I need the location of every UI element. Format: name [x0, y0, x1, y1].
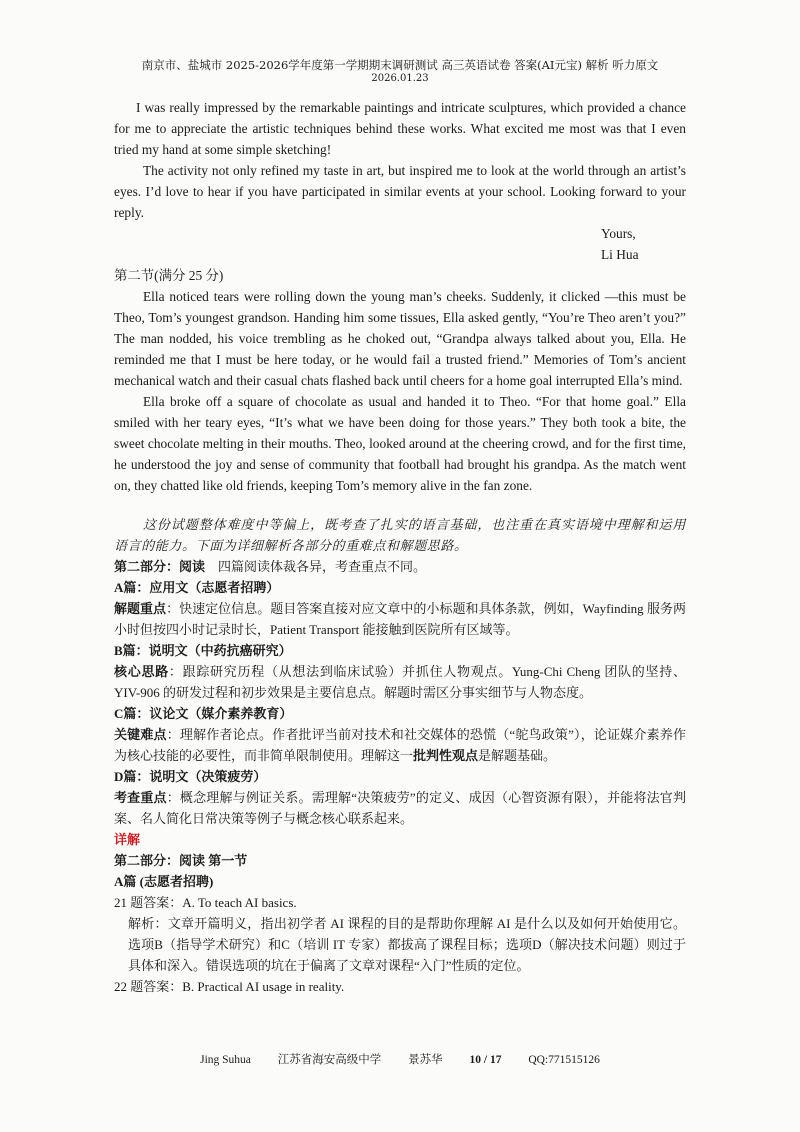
passage-c-bold: 批判性观点 [413, 748, 479, 763]
header-title: 南京市、盐城市 2025-2026学年度第一学期期末调研测试 高三英语试卷 答案(AI元宝) 解析 听力原文 [141, 58, 659, 72]
passage-d-title: D篇：说明文（决策疲劳） [114, 769, 267, 784]
story-paragraph-1: Ella noticed tears were rolling down the young man’s cheeks. Suddenly, it clicked —this must be Theo, Tom’s youngest grandson. Handing him some tissues, Ella asked gently, “You’re Theo aren’t you?” The man nodded, his voice trembling as he choked out, “Grandpa always talked about you, Ella. He reminded me that I must be here today, or he would fail a trusted friend.” Memories of Tom’s ancient mechanical watch and their casual chats flashed back until cheers for a home goal interrupted Ella’s mind. [114, 289, 686, 388]
passage-a-text: ：快速定位信息。题目答案直接对应文章中的小标题和具体条款，例如，Wayfinding 服务两小时但按四小时记录时长，Patient Transport 能接触到医院所有区域等。 [114, 601, 686, 637]
detail-passage-a: A篇 (志愿者招聘) [114, 874, 214, 889]
letter-paragraph-1: I was really impressed by the remarkable paintings and intricate sculptures, which provided a chance for me to appreciate the artistic techniques behind these works. What excited me most was that I even tried my hand at some simple sketching! [114, 100, 686, 157]
reading-part-text: 四篇阅读体裁各异，考查重点不同。 [205, 559, 427, 574]
footer-qq: QQ:771515126 [528, 1054, 600, 1066]
question-21-explanation: 解析：文章开篇明义，指出初学者 AI 课程的目的是帮助你理解 AI 是什么以及如何开始使用它。选项B（指导学术研究）和C（培训 IT 专家）都拔高了课程目标；选项D（解决技术问题）则过于具体和深入。错误选项的坑在于偏离了文章对课程“入门”性质的定位。 [128, 916, 686, 973]
story-paragraph-2: Ella broke off a square of chocolate as usual and handed it to Theo. “For that home goal.” Ella smiled with her teary eyes, “It’s what we have been doing for those years.” They both took a bite, the sweet chocolate melting in their mouths. Theo, looked around at the cheering crowd, and for the first time, he understood the joy and sense of community that football had brought his grandpa. As the match went on, they chatted like old friends, keeping Tom’s memory alive in the fan zone. [114, 394, 686, 493]
passage-b-note [114, 661, 686, 703]
passage-d-text: ：概念理解与例证关系。需理解“决策疲劳”的定义、成因（心智资源有限），并能将法官判案、名人简化日常决策等例子与概念核心联系起来。 [114, 790, 686, 826]
question-21-answer: 21 题答案：A. To teach AI basics. [114, 895, 297, 910]
page-footer [0, 1051, 800, 1067]
footer-name: 景苏华 [408, 1054, 443, 1066]
footer-school: 江苏省海安高级中学 [277, 1054, 382, 1066]
page-content [114, 97, 686, 997]
reading-part-label: 第二部分：阅读 [114, 559, 206, 574]
letter-closing: Yours, [601, 226, 636, 241]
passage-a-title: A篇：应用文（志愿者招聘） [114, 580, 280, 595]
passage-a-key: 解题重点 [114, 601, 167, 616]
question-22-answer: 22 题答案：B. Practical AI usage in reality. [114, 979, 345, 994]
analysis-intro: 这份试题整体难度中等偏上，既考查了扎实的语言基础，也注重在真实语境中理解和运用语言的能力。下面为详细解析各部分的重难点和解题思路。 [114, 517, 686, 553]
passage-b-text: ：跟踪研究历程（从想法到临床试验）并抓住人物观点。Yung-Chi Cheng 团队的坚持、YIV-906 的研发过程和初步效果是主要信息点。解题时需区分事实细节与人物态度。 [114, 664, 686, 700]
passage-a-note [114, 598, 686, 640]
section-heading: 第二节(满分 25 分) [114, 268, 224, 283]
passage-b-title: B篇：说明文（中药抗癌研究） [114, 643, 292, 658]
header-date: 2026.01.23 [371, 73, 429, 84]
letter-paragraph-2: The activity not only refined my taste in art, but inspired me to look at the world through an artist’s eyes. I’d love to hear if you have participated in similar events at your school. Looking forward to your reply. [114, 163, 686, 220]
analysis-block [114, 514, 686, 997]
passage-c-text-2: 是解题基础。 [478, 748, 557, 763]
passage-b-key: 核心思路 [114, 664, 169, 679]
passage-c-text-1: ：理解作者论点。作者批评当前对技术和社交媒体的恐慌（“鸵鸟政策”），论证媒介素养作为核心技能的必要性，而非简单限制使用。理解这一 [114, 727, 686, 763]
letter-signature: Li Hua [601, 247, 639, 262]
page-number: 10 / 17 [469, 1054, 502, 1066]
detail-label: 详解 [114, 832, 141, 847]
passage-c-key: 关键难点 [114, 727, 167, 742]
detail-section-title: 第二部分：阅读 第一节 [114, 853, 248, 868]
passage-c-note [114, 724, 686, 766]
reading-part-line [114, 556, 686, 577]
passage-d-key: 考查重点 [114, 790, 167, 805]
passage-c-title: C篇：议论文（媒介素养教育） [114, 706, 293, 721]
page-header [0, 58, 800, 86]
passage-d-note [114, 787, 686, 829]
footer-author: Jing Suhua [200, 1054, 251, 1066]
